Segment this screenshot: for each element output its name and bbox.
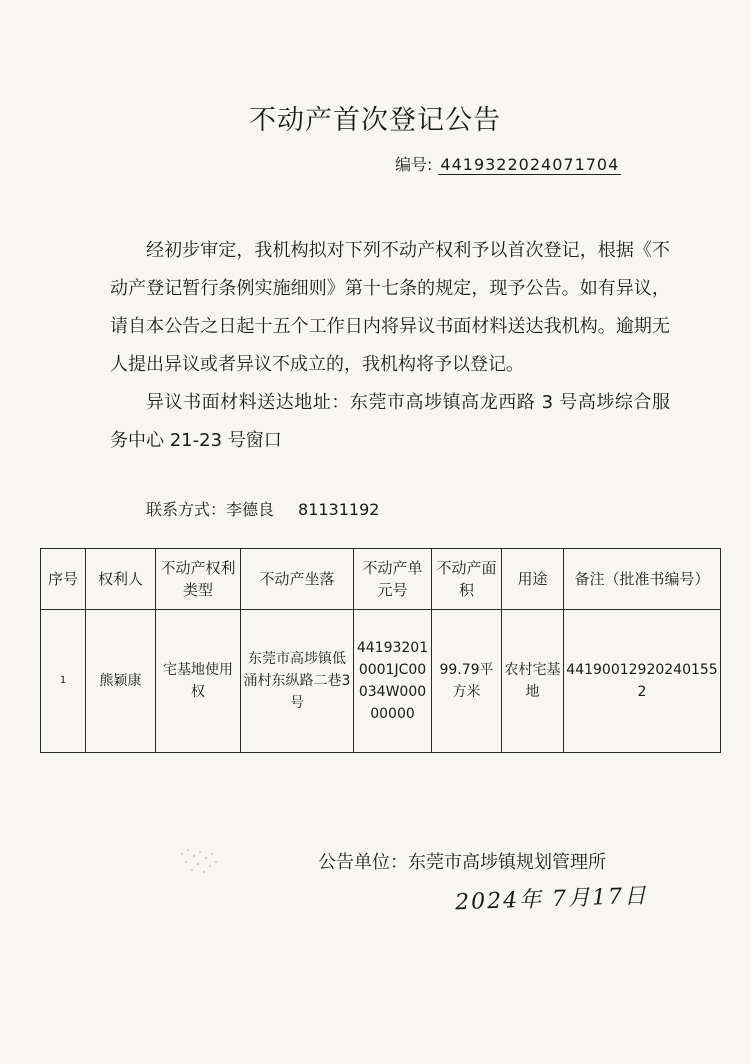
handwritten-date: 2024年 7月17日 (454, 883, 649, 916)
cell-remark: 441900129202401552 (564, 610, 721, 753)
header-owner: 权利人 (86, 549, 156, 610)
faint-stamp-trace (170, 840, 230, 880)
contact-info (146, 497, 379, 520)
cell-index: 1 (41, 610, 86, 753)
issuing-unit: 公告单位：东莞市高埗镇规划管理所 (318, 852, 606, 873)
cell-owner: 熊颖康 (86, 610, 156, 753)
cell-area: 99.79平方米 (432, 610, 502, 753)
table-header-row (41, 549, 721, 610)
cell-usage: 农村宅基地 (502, 610, 564, 753)
header-area: 不动产面积 (432, 549, 502, 610)
contact-phone: 81131192 (298, 500, 380, 519)
page-title: 不动产首次登记公告 (249, 105, 501, 136)
serial-label: 编号: (395, 155, 433, 174)
header-unit-number: 不动产单元号 (354, 549, 432, 610)
serial-number (395, 152, 621, 175)
objection-address-paragraph: 异议书面材料送达地址：东莞市高埗镇高龙西路 3 号高埗综合服务中心 21-23 号窗口 (110, 392, 670, 451)
cell-location: 东莞市高埗镇低涌村东纵路二巷3号 (241, 610, 354, 753)
notice-body (110, 232, 670, 460)
cell-unit-number: 441932010001JC00034W00000000 (354, 610, 432, 753)
header-usage: 用途 (502, 549, 564, 610)
serial-value: 4419322024071704 (440, 155, 620, 174)
cell-right-type: 宅基地使用权 (156, 610, 241, 753)
contact-label: 联系方式：李德良 (146, 500, 275, 519)
header-location: 不动产坐落 (241, 549, 354, 610)
table-row (41, 610, 721, 753)
header-right-type: 不动产权利类型 (156, 549, 241, 610)
review-paragraph: 经初步审定，我机构拟对下列不动产权利予以首次登记，根据《不动产登记暂行条例实施细则》第十七条的规定，现予公告。如有异议，请自本公告之日起十五个工作日内将异议书面材料送达我机构。逾期无人提出异议或者异议不成立的，我机构将予以登记。 (110, 240, 670, 375)
header-index: 序号 (41, 549, 86, 610)
header-remark: 备注（批准书编号） (564, 549, 721, 610)
registration-table (40, 548, 721, 753)
